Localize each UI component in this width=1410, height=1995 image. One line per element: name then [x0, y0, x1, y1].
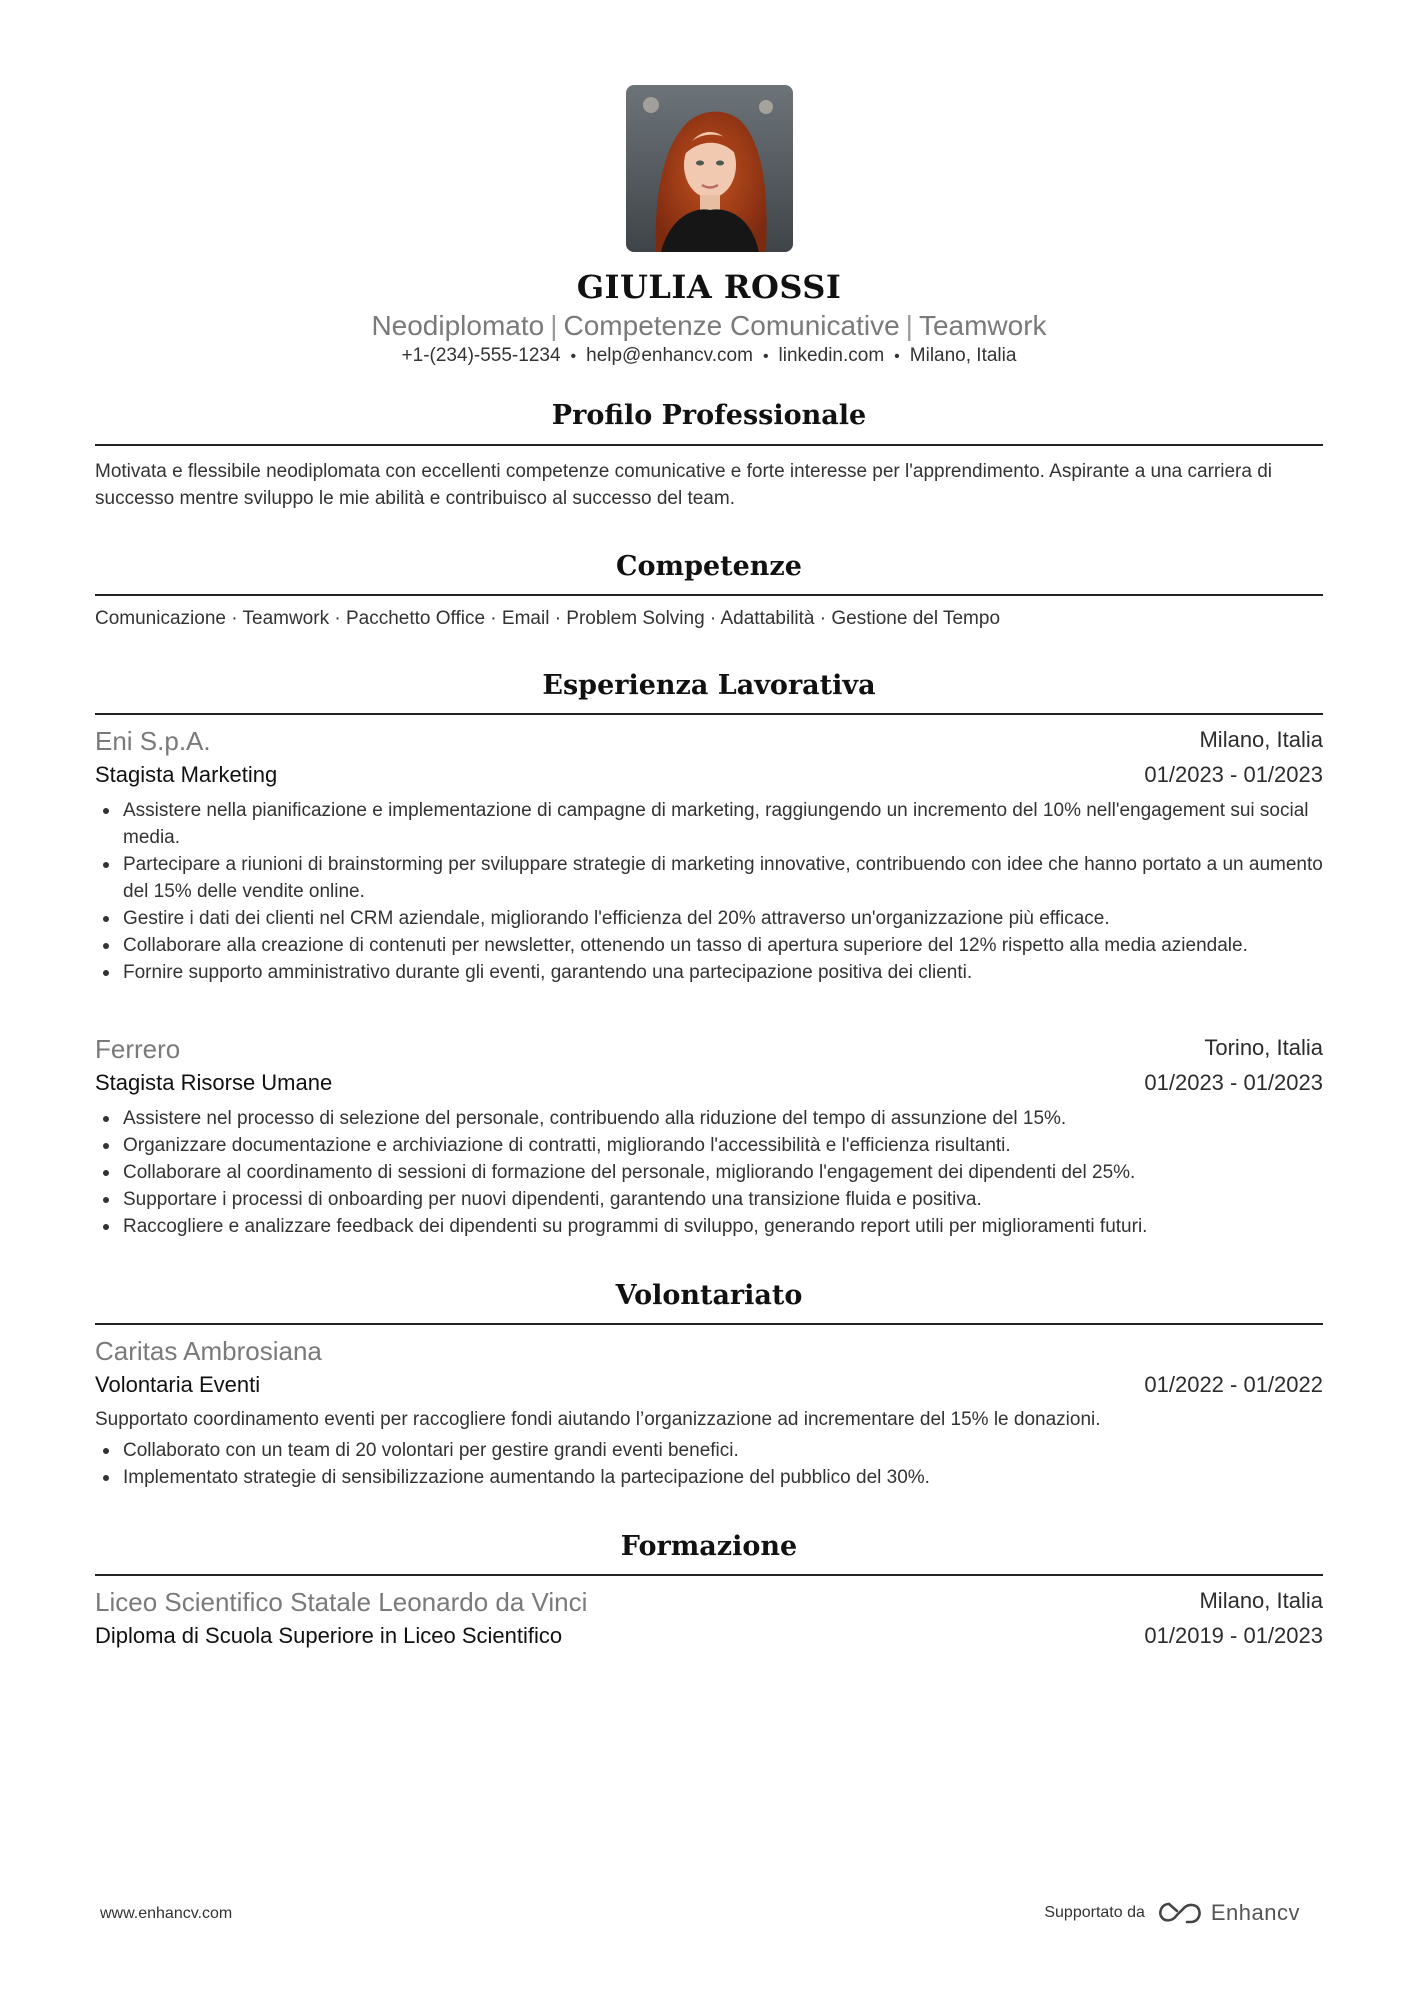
school-location: Milano, Italia: [1199, 1588, 1323, 1613]
volunteer-dates: 01/2022 - 01/2022: [1144, 1372, 1323, 1397]
location: Milano, Italia: [909, 345, 1017, 366]
job-bullets: [95, 1105, 1323, 1240]
footer-branding[interactable]: [1044, 1896, 1300, 1930]
footer-website-link[interactable]: www.enhancv.com: [100, 1905, 233, 1922]
list-item: Assistere nella pianificazione e implementazione di campagne di marketing, raggiungendo un incremento del 10% nell'engagement sui social media.: [123, 797, 1323, 851]
list-item: Gestire i dati dei clienti nel CRM aziendale, migliorando l'efficienza del 20% attraverso un'organizzazione più efficace.: [123, 905, 1323, 932]
profile-photo-image: [626, 85, 793, 252]
powered-by-label: Supportato da: [1044, 1904, 1145, 1921]
bullet-separator: •: [762, 348, 769, 365]
volunteer-summary: Supportato coordinamento eventi per raccogliere fondi aiutando l’organizzazione ad incrementare del 15% le donazioni.: [95, 1409, 1101, 1430]
brand-name: Enhancv: [1210, 1900, 1300, 1925]
headline-separator: |: [550, 310, 558, 341]
job-title: Stagista Risorse Umane: [95, 1070, 333, 1095]
section-divider: [95, 1574, 1323, 1576]
school-name: Liceo Scientifico Statale Leonardo da Vinci: [95, 1587, 588, 1617]
profile-photo: [626, 85, 793, 252]
job-location: Torino, Italia: [1204, 1035, 1323, 1060]
degree: Diploma di Scuola Superiore in Liceo Scientifico: [95, 1623, 563, 1648]
section-divider: [95, 444, 1323, 446]
company-name: Ferrero: [95, 1034, 181, 1064]
section-divider: [95, 713, 1323, 715]
education-dates: 01/2019 - 01/2023: [1144, 1623, 1323, 1648]
section-title-experience: Esperienza Lavorativa: [542, 670, 876, 701]
bullet-separator: •: [894, 348, 900, 365]
section-divider: [95, 594, 1323, 596]
profile-summary: Motivata e flessibile neodiplomata con eccellenti competenze comunicative e forte interesse per l'apprendimento. Aspirante a una carriera di successo mentre sviluppo le mie abilità e contribuisco al successo del team.: [95, 461, 1272, 509]
candidate-name: GIULIA ROSSI: [576, 268, 842, 306]
list-item: Collaborare alla creazione di contenuti per newsletter, ottenendo un tasso di apertura superiore del 12% rispetto alla media aziendale.: [123, 932, 1323, 959]
enhancv-logo-icon: [1157, 1900, 1203, 1926]
headline-item: Competenze Comunicative: [563, 310, 900, 341]
volunteer-bullets: [95, 1437, 1323, 1491]
list-item: Collaborare al coordinamento di sessioni di formazione del personale, migliorando l'engagement dei dipendenti del 25%.: [123, 1159, 1323, 1186]
list-item: Partecipare a riunioni di brainstorming per sviluppare strategie di marketing innovative, contribuendo con idee che hanno portato a un aumento del 15% delle vendite online.: [123, 851, 1323, 905]
list-item: Collaborato con un team di 20 volontari per gestire grandi eventi benefici.: [123, 1437, 1323, 1464]
phone[interactable]: +1-(234)-555-1234: [401, 345, 561, 366]
job-dates: 01/2023 - 01/2023: [1144, 762, 1323, 787]
list-item: Fornire supporto amministrativo durante gli eventi, garantendo una partecipazione positiva dei clienti.: [123, 959, 1323, 986]
list-item: Assistere nel processo di selezione del personale, contribuendo alla riduzione del tempo di assunzione del 15%.: [123, 1105, 1323, 1132]
headline-item: Teamwork: [918, 310, 1047, 341]
job-title: Stagista Marketing: [95, 762, 278, 787]
volunteer-org: Caritas Ambrosiana: [95, 1336, 322, 1366]
volunteer-role: Volontaria Eventi: [95, 1372, 261, 1397]
job-bullets: [95, 797, 1323, 986]
section-title-skills: Competenze: [616, 551, 802, 582]
list-item: Organizzare documentazione e archiviazione di contratti, migliorando l'accessibilità e l'efficienza risultanti.: [123, 1132, 1323, 1159]
section-title-profile: Profilo Professionale: [551, 400, 867, 431]
section-divider: [95, 1323, 1323, 1325]
skills-list: Comunicazione · Teamwork · Pacchetto Office · Email · Problem Solving · Adattabilità · Gestione del Tempo: [95, 608, 1001, 629]
section-title-volunteering: Volontariato: [615, 1280, 803, 1311]
list-item: Raccogliere e analizzare feedback dei dipendenti su programmi di sviluppo, generando report utili per miglioramenti futuri.: [123, 1213, 1323, 1240]
list-item: Implementato strategie di sensibilizzazione aumentando la partecipazione del pubblico del 30%.: [123, 1464, 1323, 1491]
list-item: Supportare i processi di onboarding per nuovi dipendenti, garantendo una transizione fluida e positiva.: [123, 1186, 1323, 1213]
linkedin-link[interactable]: linkedin.com: [778, 345, 885, 366]
email-link[interactable]: help@enhancv.com: [586, 345, 753, 366]
bullet-separator: •: [570, 348, 577, 365]
headline-separator: |: [905, 310, 913, 341]
contact-info: [95, 345, 1323, 367]
section-title-education: Formazione: [620, 1531, 798, 1562]
company-name: Eni S.p.A.: [95, 726, 211, 756]
job-dates: 01/2023 - 01/2023: [1144, 1070, 1323, 1095]
headline-item: Neodiplomato: [371, 310, 545, 341]
headline: [95, 310, 1323, 342]
job-location: Milano, Italia: [1199, 727, 1323, 752]
